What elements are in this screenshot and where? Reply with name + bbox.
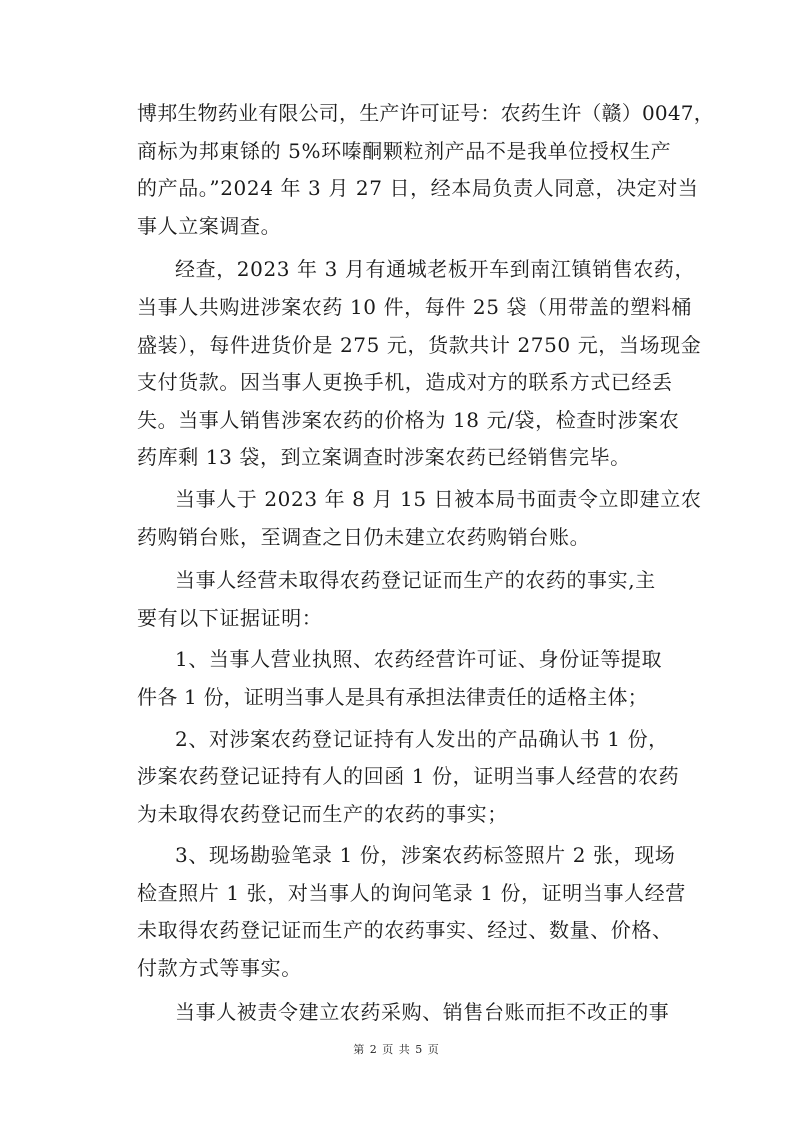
text-line: 支付货款。因当事人更换手机，造成对方的联系方式已经丢 bbox=[137, 370, 673, 395]
text-line: 的产品。”2024 年 3 月 27 日，经本局负责人同意，决定对当 bbox=[137, 176, 699, 201]
page-number-footer: 第 2 页 共 5 页 bbox=[353, 1043, 440, 1056]
text-line: 2、对涉案农药登记证持有人发出的产品确认书 1 份， bbox=[175, 726, 669, 751]
text-line: 为未取得农药登记而生产的农药的事实； bbox=[137, 801, 508, 826]
paragraph bbox=[137, 251, 702, 477]
text-line: 当事人被责令建立农药采购、销售台账而拒不改正的事 bbox=[175, 999, 670, 1024]
text-line: 3、现场勘验笔录 1 份，涉案农药标签照片 2 张，现场 bbox=[175, 843, 676, 868]
text-line: 当事人经营未取得农药登记证而生产的农药的事实,主 bbox=[175, 568, 656, 593]
text-line: 检查照片 1 张，对当事人的询问笔录 1 份，证明当事人经营 bbox=[137, 880, 686, 905]
document-body bbox=[137, 95, 714, 1031]
text-line: 当事人共购进涉案农药 10 件，每件 25 袋（用带盖的塑料桶 bbox=[137, 294, 692, 319]
text-line: 1、当事人营业执照、农药经营许可证、身份证等提取 bbox=[175, 647, 663, 672]
text-line: 药库剩 13 袋，到立案调查时涉案农药已经销售完毕。 bbox=[137, 445, 631, 470]
paragraph bbox=[137, 994, 695, 1032]
text-line: 经查，2023 年 3 月有通城老板开车到南江镇销售农药， bbox=[175, 257, 696, 282]
paragraph bbox=[137, 721, 695, 834]
text-line: 涉案农药登记证持有人的回函 1 份，证明当事人经营的农药 bbox=[137, 764, 680, 789]
paragraph bbox=[137, 95, 714, 245]
text-line: 盛装），每件进货价是 275 元，货款共计 2750 元，当场现金 bbox=[137, 332, 702, 357]
paragraph bbox=[137, 837, 695, 987]
text-line: 失。当事人销售涉案农药的价格为 18 元/袋，检查时涉案农 bbox=[137, 407, 680, 432]
text-line: 药购销台账，至调查之日仍未建立农药购销台账。 bbox=[137, 524, 591, 549]
text-line: 事人立案调查。 bbox=[137, 213, 282, 238]
text-line: 当事人于 2023 年 8 月 15 日被本局书面责令立即建立农 bbox=[175, 486, 702, 511]
paragraph bbox=[137, 641, 695, 716]
paragraph bbox=[137, 562, 695, 637]
text-line: 未取得农药登记证而生产的农药事实、经过、数量、价格、 bbox=[137, 918, 673, 943]
text-line: 博邦生物药业有限公司，生产许可证号：农药生许（赣）0047， bbox=[137, 101, 714, 125]
text-line: 商标为邦東铩的 5%环嗪酮颗粒剂产品不是我单位授权生产 bbox=[137, 138, 672, 163]
text-line: 要有以下证据证明： bbox=[137, 605, 323, 630]
paragraph bbox=[137, 481, 702, 556]
text-line: 件各 1 份，证明当事人是具有承担法律责任的适格主体； bbox=[137, 684, 648, 709]
text-line: 付款方式等事实。 bbox=[137, 956, 302, 981]
